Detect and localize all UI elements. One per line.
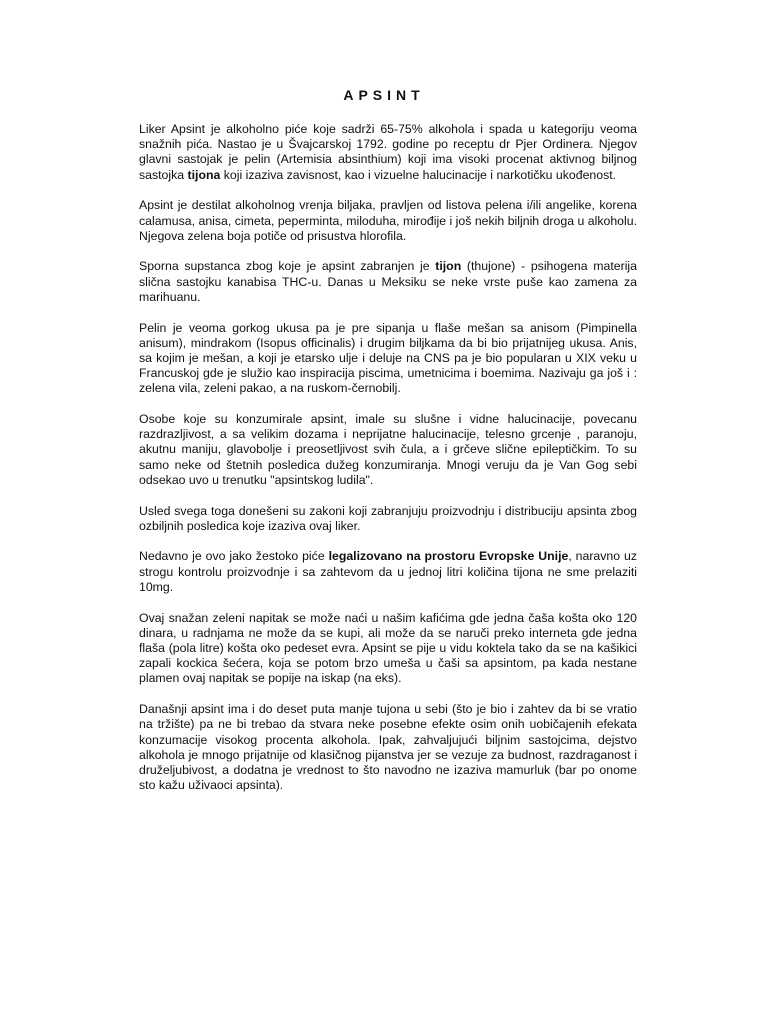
paragraph-3-text-1: Sporna supstanca zbog koje je apsint zabranjen je (139, 259, 436, 274)
paragraph-1 (139, 122, 637, 183)
paragraph-4 (139, 321, 637, 397)
paragraph-7 (139, 549, 637, 595)
paragraph-3-bold-tijon: tijon (435, 259, 462, 274)
paragraph-7-text-2: , naravno uz strogu kontrolu proizvodnje i sa zahtevom da u jednoj litri količina tijona ne sme prelaziti 10mg. (139, 549, 637, 594)
paragraph-5-text-1: Osobe koje su konzumirale apsint, imale su slušne i vidne halucinacije, povecanu razdrazljivost, a sa velikim dozama i neprijatne halucinacije, telesno grcenje , paranoju, akutnu maniju, glavobolje i preosetljivost svih čula, a i grčeve slične epileptičkim. To su samo neke od štetnih posledica dužeg konzumiranja. Mnogi veruju da je Van Gog sebi odsekao uvo u trenutku "apsintskog ludila". (139, 412, 637, 487)
paragraph-5 (139, 412, 637, 488)
paragraph-3 (139, 259, 637, 305)
paragraph-1-bold-tijona: tijona (187, 167, 221, 182)
paragraph-6-text-1: Usled svega toga donešeni su zakoni koji zabranjuju proizvodnju i distribuciju apsinta zbog ozbiljnih posledica koje izaziva ovaj liker. (139, 503, 637, 533)
paragraph-4-text-1: Pelin je veoma gorkog ukusa pa je pre sipanja u flaše mešan sa anisom (Pimpinella anisum), mindrakom (Isopus officinalis) i drugim biljkama da bi bio prijatnijeg ukusa. Anis, sa kojim je mešan, a koji je etarsko ulje i deluje na CNS pa je bio popularan u XIX veku u Francuskoj gde je služio kao inspiracija piscima, umetnicima i boemima. Nazivaju ga još i : zelena vila, zeleni pakao, a na ruskom-černobilj. (139, 320, 637, 396)
paragraph-1-text-2: koji izaziva zavisnost, kao i vizuelne halucinacije i narkotičku ukođenost. (220, 167, 617, 182)
paragraph-2-text-1: Apsint je destilat alkoholnog vrenja biljaka, pravljen od listova pelena i/ili angelike, korena calamusa, anisa, cimeta, peperminta, miloduha, mirođije i još nekih biljnih droga u alkoholu. Njegova zelena boja potiče od prisustva hlorofila. (139, 198, 637, 243)
paragraph-9-text-1: Današnji apsint ima i do deset puta manje tujona u sebi (što je bio i zahtev da bi se vratio na tržište) pa ne bi trebao da stvara neke posebne efekte osim onih uobičajenih efekata konzumacije visokog procenta alkohola. Ipak, zahvaljujući biljnim sastojcima, dejstvo alkohola je mnogo prijatnije od klasičnog pijanstva jer se vezuje za budnost, razdraganost i druželjubivost, a dodatna je vrednost to što navodno ne izaziva mamurluk (bar po onome sto kažu uživaoci apsinta). (139, 702, 637, 793)
paragraph-8-text-1: Ovaj snažan zeleni napitak se može naći u našim kafićima gde jedna čaša košta oko 120 dinara, u radnjama ne može da se kupi, ali može da se naruči preko interneta gde jedna flaša (pola litre) košta oko pedeset evra. Apsint se pije u vidu koktela tako da se na kašikici zapali kockica šećera, koja se potom brzo umeša u čaši sa apsintom, pa kada nestane plamen ovaj napitak se popije na iskap (na eks). (139, 610, 637, 686)
paragraph-2 (139, 198, 637, 244)
paragraph-6 (139, 504, 637, 534)
paragraph-8 (139, 611, 637, 687)
document-title: APSINT (343, 87, 425, 103)
paragraph-1-text-1: Liker Apsint je alkoholno piće koje sadrži 65-75% alkohola i spada u kategoriju veoma snažnih pića. Nastao je u Švajcarskoj 1792. godine po receptu dr Pjer Ordinera. Njegov glavni sastojak je pelin (Artemisia absinthium) koji ima visoki procenat aktivnog biljnog sastojka (139, 122, 637, 182)
paragraph-3-text-2: (thujone) - psihogena materija slična sastojku kanabisa THC-u. Danas u Meksiku se neke vrste puše kao zamena za marihuanu. (139, 259, 637, 304)
paragraph-9 (139, 702, 637, 793)
document-body (139, 122, 637, 809)
paragraph-7-bold-legalizovano: legalizovano na prostoru Evropske Unije (328, 549, 569, 564)
paragraph-7-text-1: Nedavno je ovo jako žestoko piće (139, 549, 329, 564)
